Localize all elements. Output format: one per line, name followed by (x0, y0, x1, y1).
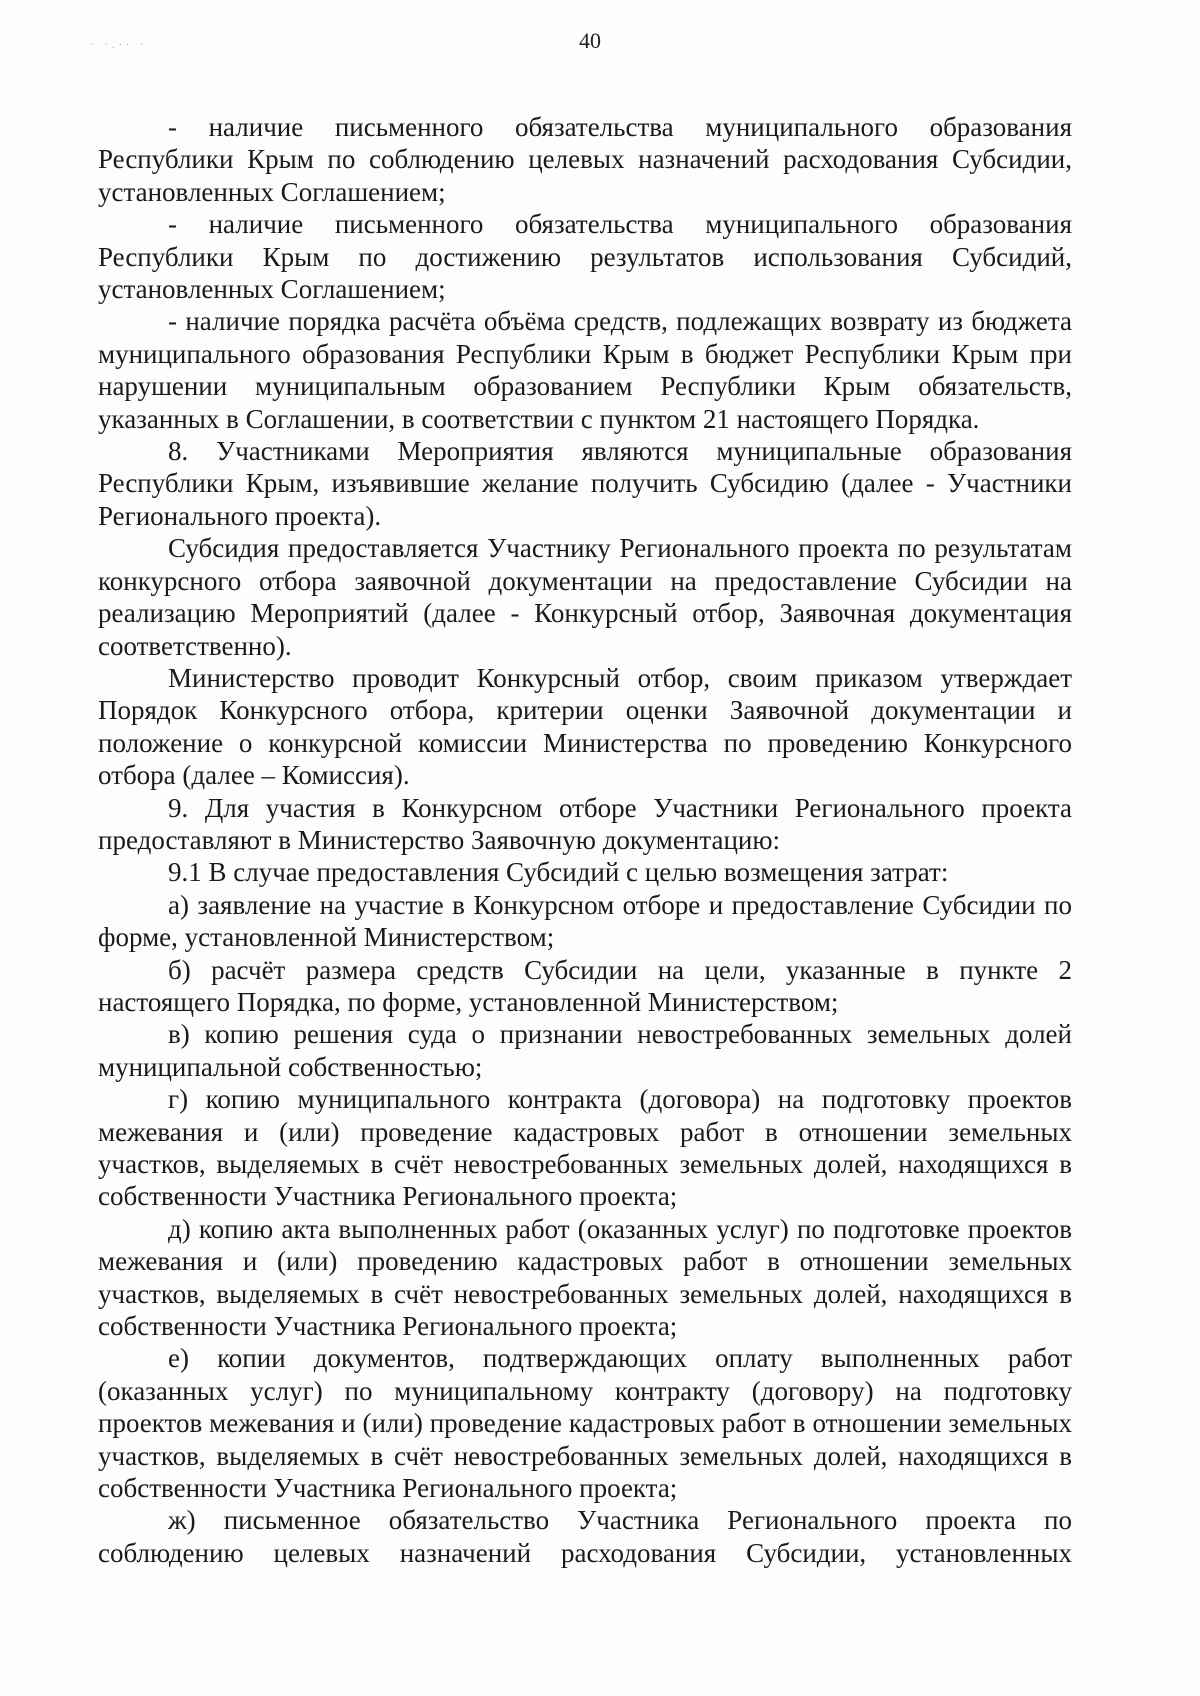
paragraph: в) копию решения суда о признании невостребованных земельных долей муниципальной собственностью; (98, 1019, 1072, 1082)
paragraph: 9. Для участия в Конкурсном отборе Участники Регионального проекта предоставляют в Министерство Заявочную документацию: (98, 792, 1072, 855)
paragraph: - наличие письменного обязательства муниципального образования Республики Крым по достижению результатов использования Субсидий, установленных Соглашением; (98, 209, 1072, 305)
paragraph: Субсидия предоставляется Участнику Регионального проекта по результатам конкурсного отбора заявочной документации на предоставление Субсидии на реализацию Мероприятий (далее - Конкурсный отбор, Заявочная документация соответственно). (98, 533, 1072, 661)
paragraph: ж) письменное обязательство Участника Регионального проекта по соблюдению целевых назначений расходования Субсидии, установленных (98, 1505, 1072, 1568)
paragraph: б) расчёт размера средств Субсидии на цели, указанные в пункте 2 настоящего Порядка, по форме, установленной Министерством; (98, 954, 1072, 1017)
page-number: 40 (579, 28, 601, 53)
paragraph: 8. Участниками Мероприятия являются муниципальные образования Республики Крым, изъявившие желание получить Субсидию (далее - Участники Регионального проекта). (98, 436, 1072, 531)
paragraph: Министерство проводит Конкурсный отбор, своим приказом утверждает Порядок Конкурсного отбора, критерии оценки Заявочной документации и положение о конкурсной комиссии Министерства по проведению Конкурсного отбора (далее – Комиссия). (98, 662, 1072, 791)
paragraph: 9.1 В случае предоставления Субсидий с целью возмещения затрат: (168, 857, 949, 888)
paragraph: д) копию акта выполненных работ (оказанных услуг) по подготовке проектов межевания и (или) проведению кадастровых работ в отношении земельных участков, выделяемых в счёт невостребованных земельных долей, находящихся в собственности Участника Регионального проекта; (98, 1213, 1072, 1342)
paragraph: - наличие порядка расчёта объёма средств, подлежащих возврату из бюджета муниципального образования Республики Крым в бюджет Республики Крым при нарушении муниципальным образованием Республики Крым обязательств, указанных в Соглашении, в соответствии с пунктом 21 настоящего Порядка. (98, 306, 1072, 434)
scan-artifact: · ·.·· · (90, 40, 148, 51)
paragraph: г) копию муниципального контракта (договора) на подготовку проектов межевания и (или) проведение кадастровых работ в отношении земельных участков, выделяемых в счёт невостребованных земельных долей, находящихся в собственности Участника Регионального проекта; (98, 1084, 1072, 1212)
paragraph: а) заявление на участие в Конкурсном отборе и предоставление Субсидии по форме, установленной Министерством; (98, 889, 1072, 953)
document-body (98, 111, 1072, 1569)
paragraph: е) копии документов, подтверждающих оплату выполненных работ (оказанных услуг) по муниципальному контракту (договору) на подготовку проектов межевания и (или) проведение кадастровых работ в отношении земельных участков, выделяемых в счёт невостребованных земельных долей, находящихся в собственности Участника Регионального проекта; (98, 1343, 1072, 1504)
paragraph: - наличие письменного обязательства муниципального образования Республики Крым по соблюдению целевых назначений расходования Субсидии, установленных Соглашением; (98, 112, 1072, 207)
